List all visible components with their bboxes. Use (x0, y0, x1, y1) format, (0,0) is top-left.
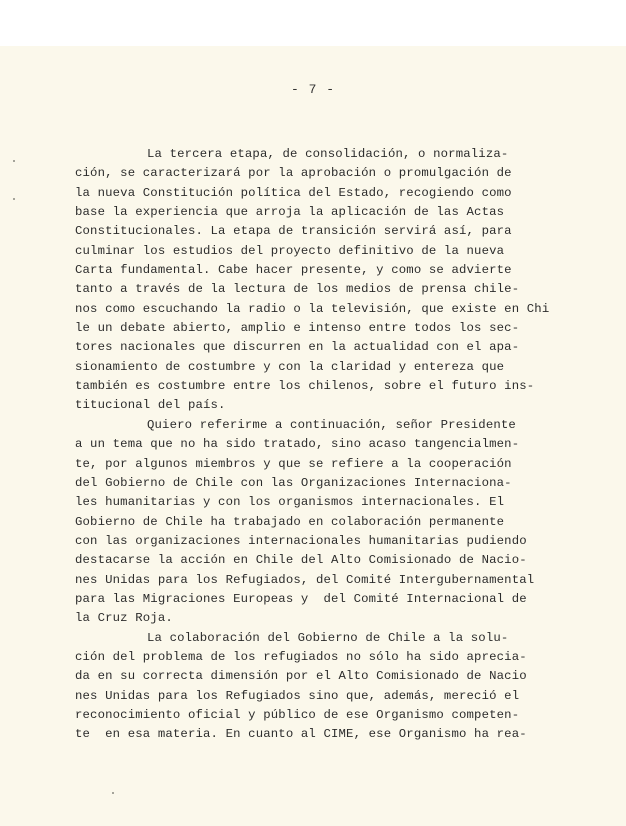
text-line: para las Migraciones Europeas y del Comité Internacional de (75, 591, 527, 606)
text-line: La tercera etapa, de consolidación, o normaliza- (147, 147, 509, 161)
text-line: la nueva Constitución política del Estado, recogiendo como (75, 185, 512, 200)
text-line: Quiero referirme a continuación, señor Presidente (147, 417, 516, 432)
body-text (75, 145, 550, 745)
text-line: titucional del país. (75, 398, 226, 413)
scan-speck (13, 198, 15, 200)
text-line: destacarse la acción en Chile del Alto Comisionado de Nacio- (75, 553, 527, 568)
text-line: reconocimiento oficial y público de ese Organismo competen- (75, 707, 520, 722)
text-line: nos como escuchando la radio o la televisión, que existe en Chi (75, 301, 550, 316)
text-line: nes Unidas para los Refugiados, del Comité Intergubernamental (75, 572, 535, 587)
text-line: a un tema que no ha sido tratado, sino acaso tangencialmen- (75, 437, 520, 452)
scan-speck (112, 792, 114, 794)
text-line: del Gobierno de Chile con las Organizaciones Internaciona- (75, 475, 512, 490)
text-line: Gobierno de Chile ha trabajado en colaboración permanente (75, 514, 505, 529)
page-number: - 7 - (290, 82, 335, 97)
text-line: nes Unidas para los Refugiados sino que, además, mereció el (75, 688, 520, 703)
text-line: base la experiencia que arroja la aplicación de las Actas (75, 205, 505, 220)
text-line: la Cruz Roja. (75, 611, 173, 626)
text-line: ción, se caracterizará por la aprobación o promulgación de (75, 166, 512, 181)
text-line: les humanitarias y con los organismos internacionales. El (75, 495, 505, 510)
text-line: le un debate abierto, amplio e intenso entre todos los sec- (75, 321, 520, 336)
scan-speck (13, 160, 15, 162)
text-line: Carta fundamental. Cabe hacer presente, y como se advierte (75, 263, 512, 278)
text-line: Constitucionales. La etapa de transición servirá así, para (75, 224, 512, 239)
text-line: te, por algunos miembros y que se refiere a la cooperación (75, 456, 512, 471)
text-line: tanto a través de la lectura de los medios de prensa chile- (75, 282, 520, 297)
text-line: ción del problema de los refugiados no sólo ha sido apreciа- (75, 649, 527, 664)
text-line: también es costumbre entre los chilenos, sobre el futuro ins- (75, 379, 535, 394)
text-line: culminar los estudios del proyecto definitivo de la nueva (75, 243, 505, 258)
text-line: da en su correcta dimensión por el Alto Comisionado de Nacio (75, 669, 527, 684)
text-line: tores nacionales que discurren en la actualidad con el apa- (75, 340, 520, 355)
text-line: La colaboración del Gobierno de Chile a la solu- (147, 630, 509, 645)
text-line: sionamiento de costumbre y con la claridad y entereza que (75, 359, 505, 374)
text-line: con las organizaciones internacionales humanitarias pudiendo (75, 533, 527, 548)
text-line: te en esa materia. En cuanto al CIME, ese Organismo ha rea- (75, 727, 527, 742)
